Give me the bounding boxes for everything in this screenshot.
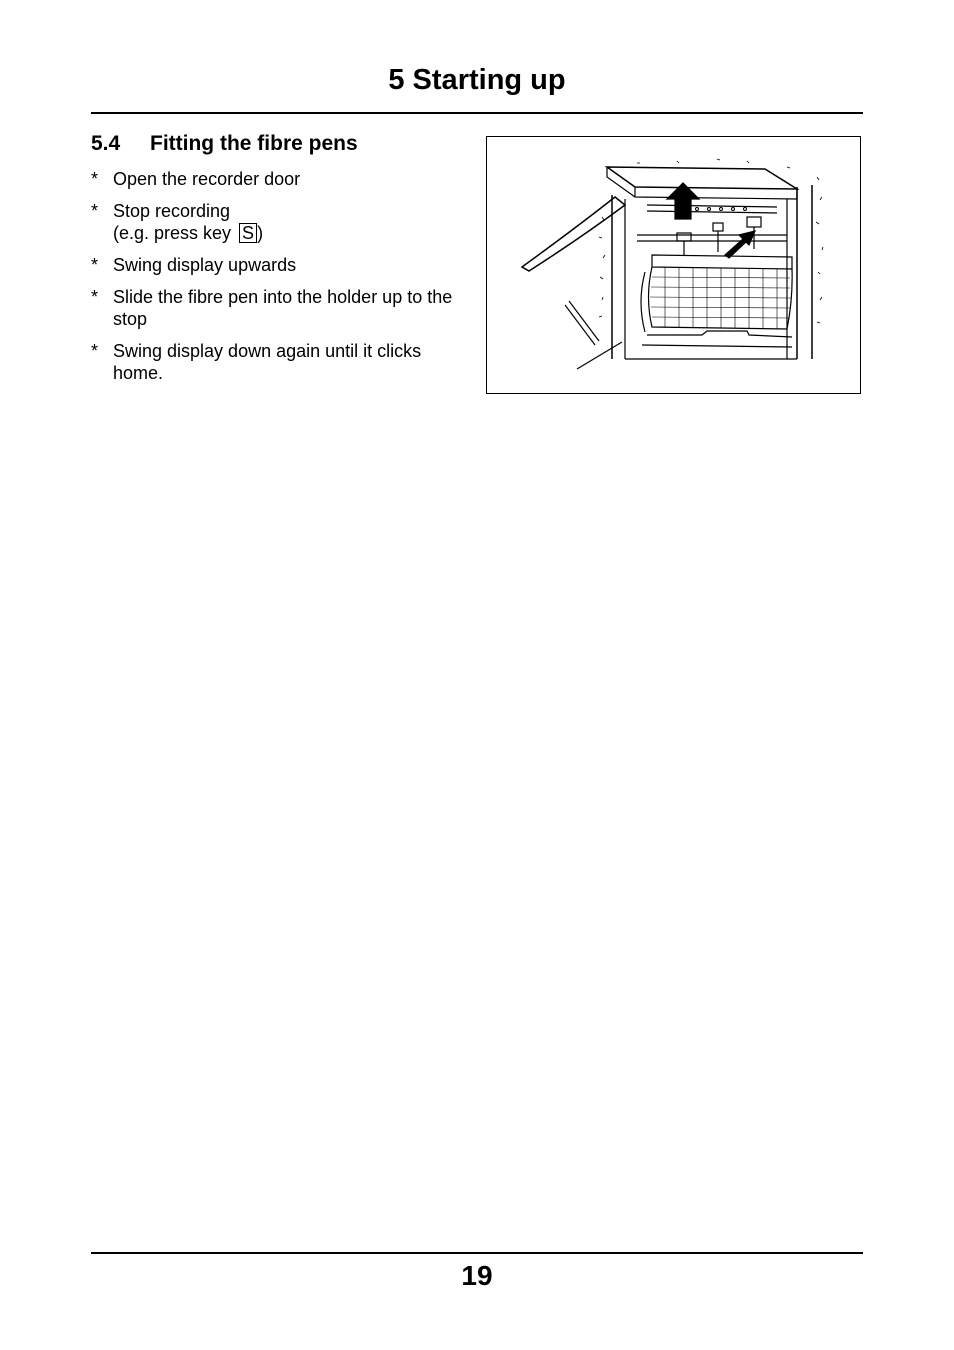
bullet: * bbox=[91, 255, 99, 275]
page-title: 5 Starting up bbox=[388, 64, 566, 96]
section-title: Fitting the fibre pens bbox=[150, 132, 358, 155]
footer-rule bbox=[91, 1252, 863, 1254]
bullet: * bbox=[91, 169, 99, 189]
section-heading bbox=[91, 130, 358, 158]
list-item bbox=[91, 168, 461, 190]
key-s-icon: S bbox=[239, 223, 257, 243]
bullet: * bbox=[91, 341, 99, 361]
step-text: Swing display upwards bbox=[113, 255, 297, 275]
step-text: ) bbox=[257, 223, 264, 243]
list-item bbox=[91, 340, 461, 384]
bullet: * bbox=[91, 287, 99, 307]
section-number: 5.4 bbox=[91, 132, 121, 155]
step-text: (e.g. press key bbox=[113, 223, 232, 243]
recorder-illustration bbox=[487, 137, 860, 393]
bullet: * bbox=[91, 201, 99, 221]
step-text: Stop recording bbox=[113, 201, 231, 221]
header-rule bbox=[91, 112, 863, 114]
step-text: Swing display down again until it clicks home. bbox=[113, 341, 422, 383]
list-item bbox=[91, 200, 461, 244]
list-item bbox=[91, 286, 461, 330]
step-text: Slide the fibre pen into the holder up to the stop bbox=[113, 287, 453, 329]
figure-frame bbox=[486, 136, 861, 394]
step-text: Open the recorder door bbox=[113, 169, 301, 189]
instruction-list bbox=[91, 168, 461, 394]
list-item bbox=[91, 254, 461, 276]
page-number: 19 bbox=[461, 1260, 493, 1291]
